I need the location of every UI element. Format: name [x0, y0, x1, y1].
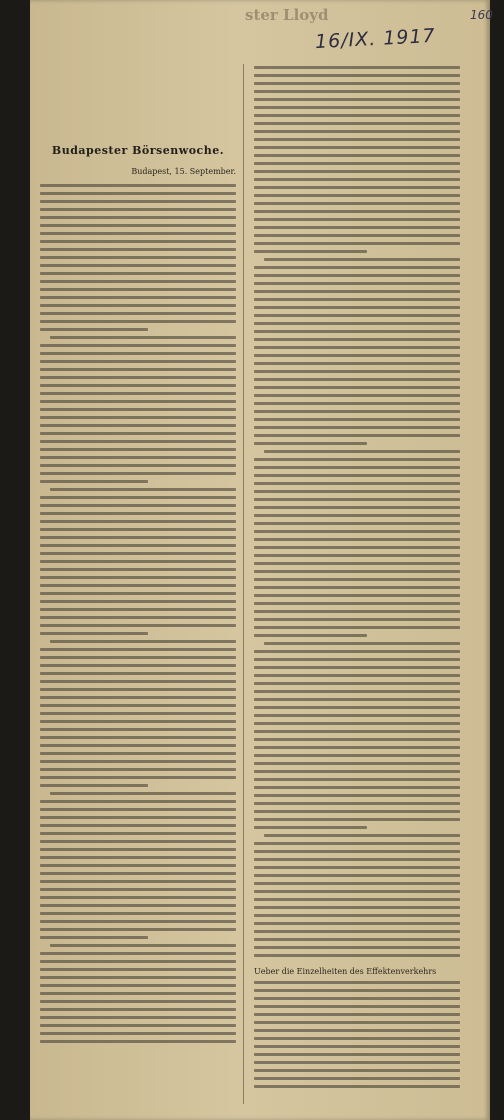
text-line — [254, 858, 460, 861]
text-line — [40, 1032, 236, 1035]
text-line — [254, 778, 460, 781]
text-line — [40, 816, 236, 819]
text-line — [254, 250, 367, 253]
text-line — [254, 362, 460, 365]
text-line — [40, 416, 236, 419]
text-line — [40, 912, 236, 915]
text-line — [264, 258, 460, 261]
text-line — [40, 696, 236, 699]
text-line — [254, 66, 460, 69]
text-line — [254, 458, 460, 461]
text-line — [40, 248, 236, 251]
text-line — [254, 554, 460, 557]
text-line — [254, 682, 460, 685]
text-line — [254, 370, 460, 373]
text-line — [254, 474, 460, 477]
text-line — [40, 984, 236, 987]
text-line — [254, 810, 460, 813]
text-line — [254, 618, 460, 621]
text-line — [254, 114, 460, 117]
text-line — [40, 968, 236, 971]
text-line — [40, 464, 236, 467]
text-line — [40, 272, 236, 275]
text-line — [40, 632, 148, 635]
text-line — [254, 418, 460, 421]
text-line — [254, 690, 460, 693]
text-line — [254, 634, 367, 637]
text-line — [254, 434, 460, 437]
text-line — [40, 920, 236, 923]
text-line — [40, 736, 236, 739]
text-line — [254, 522, 460, 525]
text-line — [254, 1053, 460, 1056]
text-line — [50, 336, 236, 339]
text-line — [40, 840, 236, 843]
text-line — [254, 714, 460, 717]
text-line — [254, 890, 460, 893]
text-line — [254, 981, 460, 984]
text-line — [40, 312, 236, 315]
text-line — [254, 218, 460, 221]
text-line — [254, 946, 460, 949]
text-line — [254, 186, 460, 189]
text-line — [40, 224, 236, 227]
text-line — [254, 586, 460, 589]
text-line — [40, 296, 236, 299]
text-line — [254, 410, 460, 413]
text-line — [254, 274, 460, 277]
text-line — [40, 392, 236, 395]
text-line — [254, 954, 460, 957]
text-line — [40, 896, 236, 899]
text-line — [254, 989, 460, 992]
text-line — [40, 880, 236, 883]
text-line — [40, 808, 236, 811]
text-line — [40, 264, 236, 267]
text-line — [40, 408, 236, 411]
text-line — [40, 728, 236, 731]
text-line — [40, 560, 236, 563]
text-line — [254, 442, 367, 445]
left-column — [40, 80, 236, 1060]
text-line — [40, 328, 148, 331]
text-line — [254, 874, 460, 877]
left-column-text — [40, 184, 236, 1043]
text-line — [40, 680, 236, 683]
text-line — [254, 194, 460, 197]
text-line — [254, 266, 460, 269]
text-line — [40, 768, 236, 771]
text-line — [40, 192, 236, 195]
text-line — [254, 74, 460, 77]
article-heading: Budapester Börsenwoche. — [51, 144, 225, 157]
text-line — [40, 608, 236, 611]
text-line — [254, 786, 460, 789]
text-line — [254, 482, 460, 485]
text-line — [254, 170, 460, 173]
text-line — [40, 256, 236, 259]
text-line — [40, 432, 236, 435]
text-line — [40, 456, 236, 459]
text-line — [40, 544, 236, 547]
text-line — [40, 216, 236, 219]
text-line — [40, 1000, 236, 1003]
text-line — [40, 552, 236, 555]
text-line — [40, 368, 236, 371]
text-line — [40, 448, 236, 451]
text-line — [254, 754, 460, 757]
text-line — [254, 322, 460, 325]
text-line — [254, 98, 460, 101]
text-line — [254, 666, 460, 669]
text-line — [40, 600, 236, 603]
text-line — [254, 346, 460, 349]
text-line — [254, 802, 460, 805]
text-line — [254, 762, 460, 765]
text-line — [40, 1024, 236, 1027]
text-line — [254, 138, 460, 141]
text-line — [40, 576, 236, 579]
text-line — [40, 320, 236, 323]
text-line — [254, 570, 460, 573]
text-line — [254, 997, 460, 1000]
text-line — [40, 712, 236, 715]
text-line — [40, 704, 236, 707]
text-line — [254, 922, 460, 925]
text-line — [40, 536, 236, 539]
text-line — [254, 130, 460, 133]
text-line — [40, 976, 236, 979]
article-dateline: Budapest, 15. September. — [131, 167, 236, 176]
right-column-text — [254, 66, 460, 957]
text-line — [40, 672, 236, 675]
text-line — [40, 520, 236, 523]
text-line — [254, 730, 460, 733]
text-line — [254, 1061, 460, 1064]
text-line — [254, 426, 460, 429]
text-line — [254, 122, 460, 125]
text-line — [254, 298, 460, 301]
text-line — [40, 352, 236, 355]
text-line — [40, 360, 236, 363]
text-line — [40, 344, 236, 347]
text-line — [40, 1040, 236, 1043]
text-line — [50, 488, 236, 491]
text-line — [40, 1016, 236, 1019]
text-line — [40, 992, 236, 995]
text-line — [40, 616, 236, 619]
text-line — [40, 784, 148, 787]
text-line — [254, 498, 460, 501]
text-line — [254, 234, 460, 237]
text-line — [40, 528, 236, 531]
text-line — [254, 770, 460, 773]
text-line — [50, 792, 236, 795]
text-line — [254, 906, 460, 909]
text-line — [40, 240, 236, 243]
text-line — [254, 594, 460, 597]
text-line — [254, 1045, 460, 1048]
text-line — [40, 800, 236, 803]
text-line — [40, 288, 236, 291]
text-line — [40, 280, 236, 283]
text-line — [40, 776, 236, 779]
text-line — [40, 664, 236, 667]
text-line — [264, 834, 460, 837]
text-line — [40, 856, 236, 859]
text-line — [254, 154, 460, 157]
column-divider — [243, 64, 244, 1104]
text-line — [254, 866, 460, 869]
text-line — [40, 888, 236, 891]
text-line — [40, 184, 236, 187]
text-line — [254, 106, 460, 109]
text-line — [40, 720, 236, 723]
text-line — [50, 944, 236, 947]
text-line — [40, 208, 236, 211]
text-line — [254, 626, 460, 629]
masthead-fragment: ster Lloyd — [245, 6, 329, 24]
text-line — [254, 1037, 460, 1040]
right-column-text-end — [254, 981, 460, 1088]
text-line — [40, 624, 236, 627]
text-line — [40, 656, 236, 659]
text-line — [254, 242, 460, 245]
text-line — [254, 650, 460, 653]
text-line — [254, 146, 460, 149]
text-line — [254, 794, 460, 797]
text-line — [254, 1029, 460, 1032]
text-line — [254, 546, 460, 549]
text-line — [254, 602, 460, 605]
text-line — [254, 842, 460, 845]
text-line — [254, 698, 460, 701]
text-line — [254, 202, 460, 205]
text-line — [254, 1069, 460, 1072]
text-line — [40, 688, 236, 691]
text-line — [254, 658, 460, 661]
text-line — [254, 386, 460, 389]
text-line — [40, 904, 236, 907]
text-line — [254, 1013, 460, 1016]
text-line — [40, 1008, 236, 1011]
text-line — [40, 744, 236, 747]
text-line — [254, 818, 460, 821]
text-line — [254, 746, 460, 749]
text-line — [40, 440, 236, 443]
final-paragraph-start: Ueber die Einzelheiten des Effektenverkehrs — [254, 967, 437, 976]
right-column — [254, 66, 460, 1096]
text-line — [40, 592, 236, 595]
text-line — [40, 928, 236, 931]
text-line — [254, 578, 460, 581]
text-line — [254, 378, 460, 381]
text-line — [254, 330, 460, 333]
text-line — [254, 282, 460, 285]
text-line — [254, 314, 460, 317]
text-line — [264, 642, 460, 645]
text-line — [40, 304, 236, 307]
text-line — [40, 376, 236, 379]
text-line — [254, 402, 460, 405]
text-line — [254, 738, 460, 741]
text-line — [40, 848, 236, 851]
text-line — [254, 1077, 460, 1080]
text-line — [254, 562, 460, 565]
text-line — [40, 512, 236, 515]
text-line — [254, 1021, 460, 1024]
text-line — [254, 290, 460, 293]
text-line — [40, 424, 236, 427]
text-line — [40, 584, 236, 587]
text-line — [254, 338, 460, 341]
text-line — [40, 504, 236, 507]
text-line — [40, 384, 236, 387]
text-line — [254, 1085, 460, 1088]
text-line — [254, 162, 460, 165]
text-line — [254, 722, 460, 725]
text-line — [254, 610, 460, 613]
text-line — [254, 82, 460, 85]
text-line — [254, 178, 460, 181]
text-line — [40, 952, 236, 955]
text-line — [40, 200, 236, 203]
text-line — [254, 210, 460, 213]
text-line — [254, 674, 460, 677]
text-line — [40, 760, 236, 763]
text-line — [40, 752, 236, 755]
text-line — [40, 936, 148, 939]
text-line — [254, 90, 460, 93]
text-line — [254, 850, 460, 853]
text-line — [254, 466, 460, 469]
text-line — [254, 538, 460, 541]
text-line — [40, 232, 236, 235]
text-line — [254, 1005, 460, 1008]
text-line — [254, 490, 460, 493]
text-line — [254, 354, 460, 357]
text-line — [40, 480, 148, 483]
text-line — [40, 872, 236, 875]
text-line — [40, 864, 236, 867]
handwritten-date: 16/IX. 1917 — [314, 24, 437, 54]
text-line — [50, 640, 236, 643]
text-line — [40, 648, 236, 651]
handwritten-number: 160 — [470, 8, 493, 22]
text-line — [254, 530, 460, 533]
text-line — [254, 706, 460, 709]
text-line — [254, 226, 460, 229]
text-line — [40, 832, 236, 835]
text-line — [254, 938, 460, 941]
text-line — [40, 568, 236, 571]
text-line — [254, 898, 460, 901]
text-line — [254, 514, 460, 517]
text-line — [254, 506, 460, 509]
text-line — [254, 882, 460, 885]
text-line — [254, 394, 460, 397]
text-line — [254, 930, 460, 933]
text-line — [254, 826, 367, 829]
text-line — [254, 306, 460, 309]
text-line — [40, 472, 236, 475]
text-line — [254, 914, 460, 917]
text-line — [264, 450, 460, 453]
text-line — [40, 400, 236, 403]
text-line — [40, 496, 236, 499]
text-line — [40, 960, 236, 963]
text-line — [40, 824, 236, 827]
